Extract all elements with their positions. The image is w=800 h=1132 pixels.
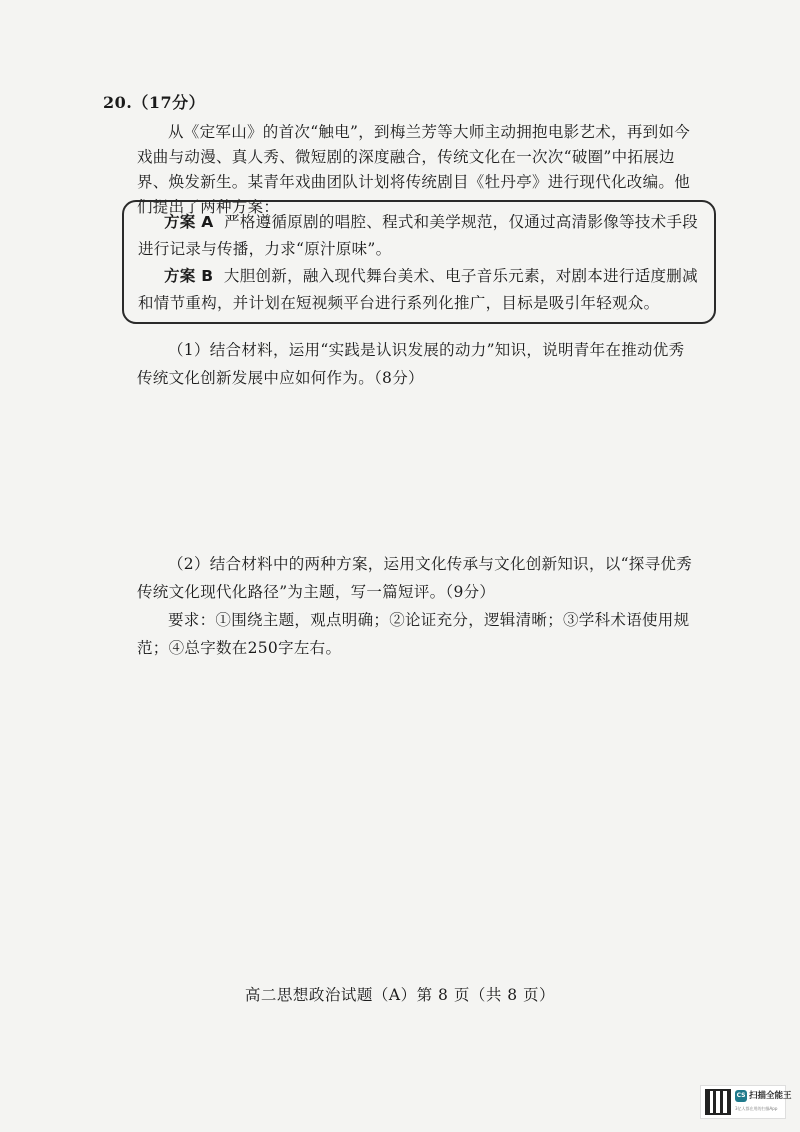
sub-question-2: （2）结合材料中的两种方案，运用文化传承与文化创新知识，以“探寻优秀传统文化现代化路径”为主题，写一篇短评。（9分） (137, 555, 692, 601)
plan-b (138, 263, 703, 317)
plan-a-label: 方案 A (164, 213, 214, 231)
question-number: 20.（17分） (103, 93, 206, 112)
plan-a (138, 209, 703, 263)
camscanner-logo-icon: CS (735, 1090, 747, 1102)
sub-question-1: （1）结合材料，运用“实践是认识发展的动力”知识，说明青年在推动优秀传统文化创新发展中应如何作为。（8分） (137, 341, 685, 387)
plan-b-text: 大胆创新，融入现代舞台美术、电子音乐元素，对剧本进行适度删减和情节重构，并计划在短视频平台进行系列化推广，目标是吸引年轻观众。 (138, 267, 698, 312)
qr-code-icon (705, 1089, 731, 1115)
question-intro: 从《定军山》的首次“触电”，到梅兰芳等大师主动拥抱电影艺术，再到如今戏曲与动漫、真人秀、微短剧的深度融合，传统文化在一次次“破圈”中拓展边界、焕发新生。某青年戏曲团队计划将传统剧目《牡丹亭》进行现代化改编。他们提出了两种方案： (137, 123, 691, 216)
scanner-watermark (700, 1085, 792, 1119)
plan-b-label: 方案 B (164, 267, 214, 285)
plan-a-text: 严格遵循原剧的唱腔、程式和美学规范，仅通过高清影像等技术手段进行记录与传播，力求“原汁原味”。 (138, 213, 699, 258)
page-footer: 高二思想政治试题（A）第 8 页（共 8 页） (244, 986, 556, 1004)
watermark-brand: 扫描全能王 (749, 1091, 792, 1101)
watermark-subtitle: 3亿人都在用的扫描App (735, 1106, 778, 1111)
requirements: 要求：①围绕主题，观点明确；②论证充分，逻辑清晰；③学科术语使用规范；④总字数在250字左右。 (137, 611, 690, 657)
